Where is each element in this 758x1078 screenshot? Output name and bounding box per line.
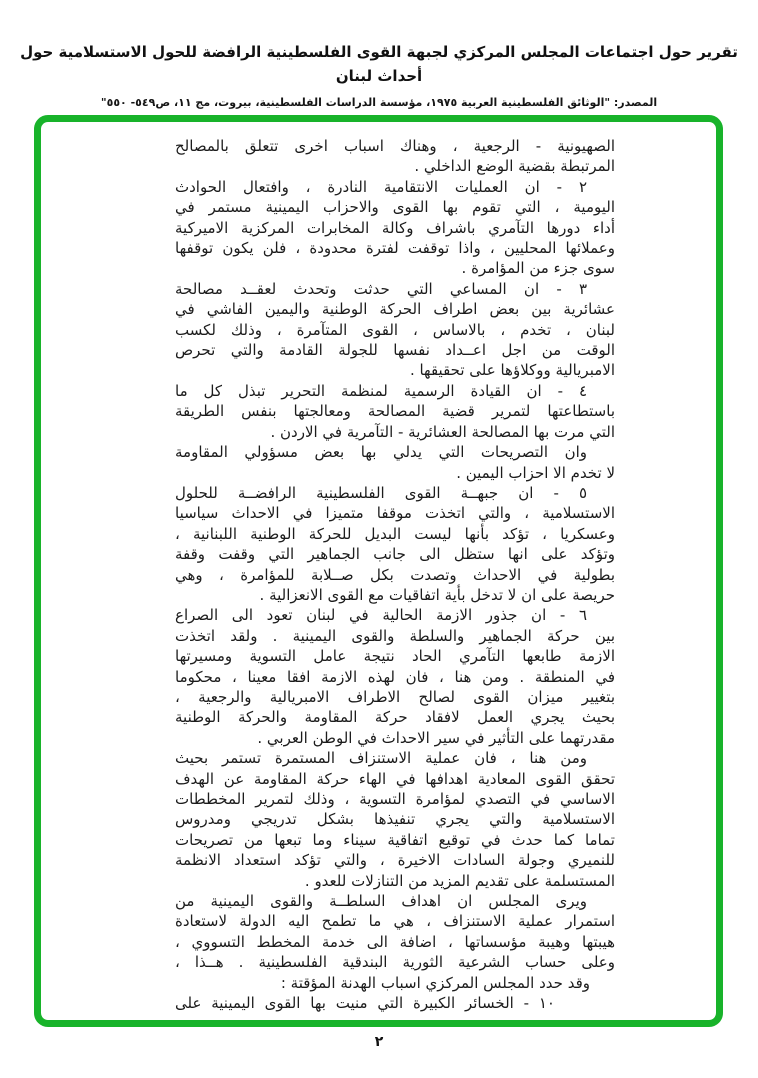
text-line: المستسلمة على تقديم المزيد من التنازلات للعدو .: [304, 871, 615, 890]
text-line: الاستسلامية ، والتي اتخذت موقفا متميزا في الاحداث سياسيا: [175, 504, 615, 523]
text-line: لبنان ، تخدم ، بالاساس ، القوى المتآمرة ، وذلك لكسب: [175, 320, 615, 339]
text-line: ٢ - ان العمليات الانتقامية النادرة ، وافتعال الحوادث: [175, 177, 587, 196]
text-line: هيبتها وهيبة مؤسساتها ، اضافة الى خدمة المخطط التسووي ،: [175, 932, 615, 951]
text-line: بتغيير ميزان القوى لصالح الاطراف الامبريالية والرجعية ،: [175, 687, 615, 706]
text-line: بحيث يجري العمل لافقاد حركة المقاومة والحركة الوطنية: [175, 708, 615, 727]
text-line: باستطاعتها لتمرير قضية المصالحة ومعالجتها بنفس الطريقة: [175, 402, 615, 421]
text-line: وعلى حساب الشرعية الثورية البندقية الفلسطينية . هــذا ،: [175, 953, 615, 972]
text-line: وعملائها المحليين ، واذا توقفت لفترة محدودة ، فلن يكون توقفها: [175, 239, 615, 258]
text-line: تحقق القوى المعادية اهدافها في الهاء حركة المقاومة عن الهدف: [175, 769, 615, 788]
text-line: الاساسي في التصدي لمؤامرة التسوية ، وذلك لتمرير المخططات: [175, 790, 615, 808]
text-line: التي مرت بها المصالحة العشائرية - التآمرية في الاردن .: [270, 422, 615, 441]
text-line: ومن هنا ، فان عملية الاستنزاف المستمرة تستمر بحيث: [175, 749, 587, 768]
text-line: ٣ - ان المساعي التي حدثت وتحدث لعقــد مصالحة: [175, 279, 587, 298]
text-line: أداء دورها التآمري باشراف وكالة المخابرات المركزية الاميركية: [175, 218, 615, 237]
text-line: وقد حدد المجلس المركزي اسباب الهدنة المؤقتة :: [280, 973, 590, 992]
text-line: الازمة طابعها التآمري الحاد نتيجة عامل التسوية ومسيرتها: [175, 647, 615, 666]
body-text: [175, 136, 615, 1013]
text-line: ٤ - ان القيادة الرسمية لمنظمة التحرير تبذل كل ما: [175, 381, 587, 400]
text-line: حريصة على ان لا تدخل بأية اتفاقيات مع القوى الانعزالية .: [259, 585, 615, 604]
text-line: الاستسلامية والتي يجري تنفيذها بشكل تدريجي ومدروس: [175, 810, 615, 829]
text-line: عشائرية بين بعض اطراف الحركة الوطنية واليمين الفاشي في: [175, 300, 615, 319]
text-line: بين حركة الجماهير والسلطة والقوى اليمينية . ولقد اتخذت: [175, 626, 615, 645]
text-line: وعسكريا ، تؤكد بأنها ليست البديل للحركة الوطنية اللبنانية ،: [175, 524, 615, 543]
text-line: الصهيونية - الرجعية ، وهناك اسباب اخرى تتعلق بالمصالح: [175, 137, 615, 155]
text-line: ٥ - ان جبهــة القوى الفلسطينية الرافضــة للحلول: [175, 483, 587, 502]
text-line: سوى جزء من المؤامرة .: [461, 259, 615, 278]
page-number: ٢: [374, 1034, 384, 1050]
document-header: [20, 40, 738, 109]
text-line: مقدرتهما على التأثير في سير الاحداث في الوطن العربي .: [257, 728, 615, 747]
text-line: المرتبطة بقضية الوضع الداخلي .: [414, 157, 615, 176]
text-line: استمرار عملية الاستنزاف ، هي ما تطمح اليه الدولة لاستعادة: [175, 912, 615, 931]
text-line: وان التصريحات التي يدلي بها بعض مسؤولي المقاومة: [175, 443, 587, 462]
text-line: في المنطقة . ومن هنا ، فان لهذه الازمة افقا معينا ، محكوما: [175, 667, 615, 686]
text-line: بطولية في الاحداث وتصدت بكل صــلابة للمؤامرة ، وهي: [175, 565, 615, 584]
text-line: الوقت من اجل اعــداد نفسها للجولة القادمة والتي تحرص: [175, 341, 615, 360]
text-line: ٦ - ان جذور الازمة الحالية في لبنان تعود الى الصراع: [175, 606, 587, 625]
source-citation: المصدر: "الوثائق الفلسطينية العربية ١٩٧٥، مؤسسة الدراسات الفلسطينية، بيروت، مج ١١، ص٥٤٩- ٥٥٠": [100, 96, 658, 109]
text-line: للنميري وجولة السادات الاخيرة ، والتي تؤكد استعداد الانظمة: [175, 851, 615, 870]
page-title: تقرير حول اجتماعات المجلس المركزي لجبهة القوى الفلسطينية الرافضة للحول الاستسلامية حول أحداث لبنان: [20, 43, 738, 85]
text-line: وتؤكد على انها ستظل الى جانب الجماهير التي وقفت وقفة: [175, 545, 615, 564]
text-line: تماما كما حدث في توقيع اتفاقية سيناء وما تبعها من تصريحات: [175, 830, 615, 849]
text-line: الامبريالية ووكلاؤها على تحقيقها .: [409, 361, 615, 380]
text-line: لا تخدم الا احزاب اليمين .: [456, 463, 615, 482]
text-line: ١٠ - الخسائر الكبيرة التي منيت بها القوى اليمينية على: [175, 994, 555, 1013]
text-line: ويرى المجلس ان اهداف السلطــة والقوى اليمينية من: [175, 892, 587, 911]
text-line: اليومية ، التي تقوم بها القوى والاحزاب اليمينية مستمر في: [175, 198, 615, 217]
